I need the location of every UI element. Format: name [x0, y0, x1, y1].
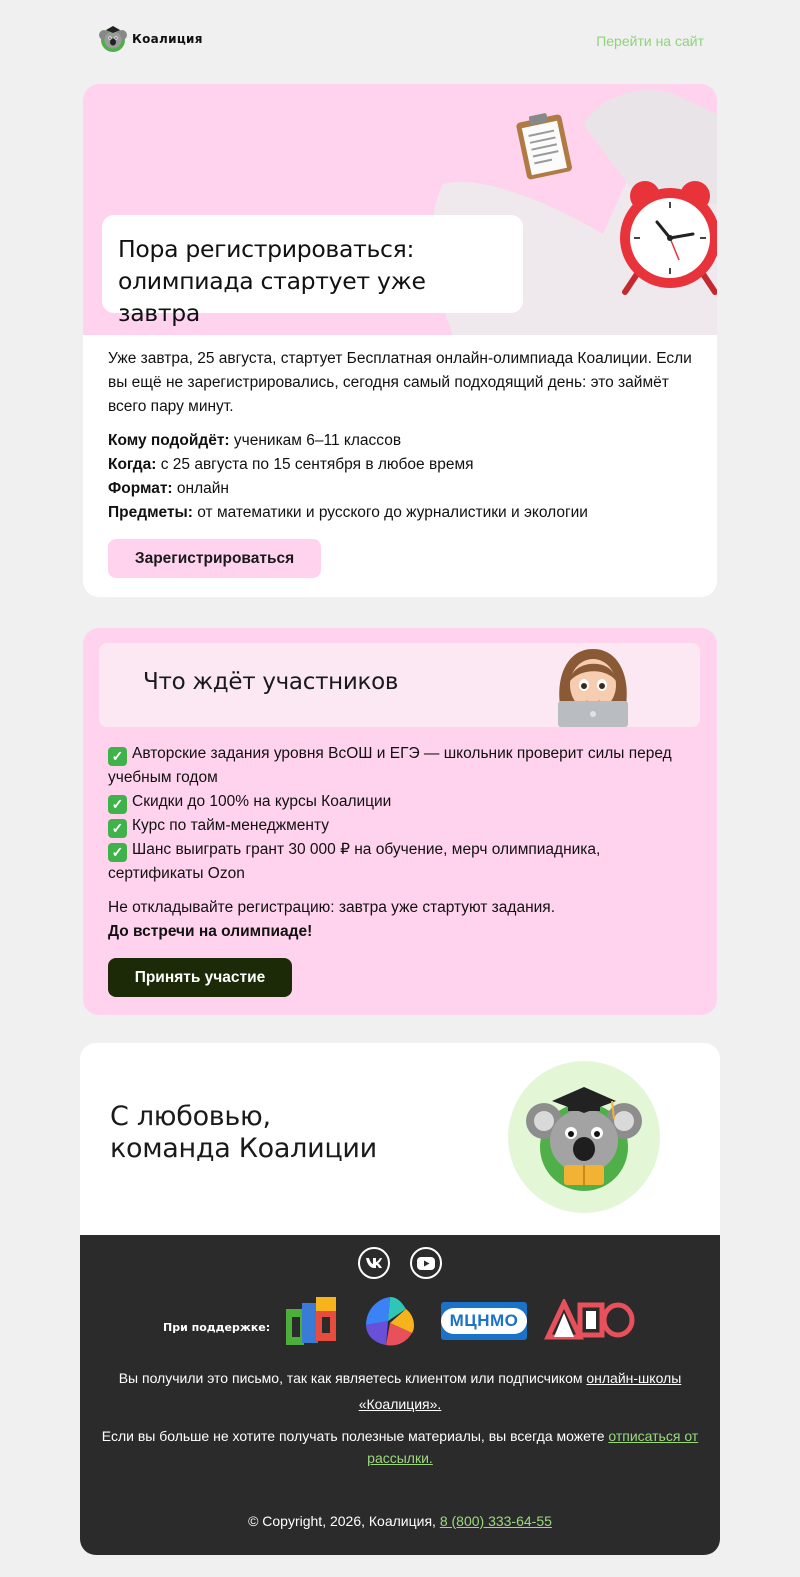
youtube-icon[interactable] [410, 1247, 442, 1279]
email-header [98, 24, 704, 58]
signoff-line1: С любовью, [110, 1101, 271, 1132]
reason-text: Вы получили это письмо, так как являетесь клиентом или подписчиком [118, 1370, 587, 1386]
koala-mascot-icon [508, 1061, 660, 1213]
checkmark-icon: ✓ [108, 819, 127, 838]
school-link[interactable]: онлайн-школы «Коалиция». [358, 1370, 682, 1412]
partner-name: МЦНМО [449, 1311, 519, 1330]
participants-card [83, 628, 717, 1015]
fact-format [108, 477, 698, 501]
signoff-title [110, 1101, 377, 1165]
participate-button[interactable]: Принять участие [108, 958, 292, 997]
email-footer [80, 1235, 720, 1555]
list-item [108, 790, 698, 814]
fact-value: ученикам 6–11 классов [229, 432, 402, 449]
reminder-text: Не откладывайте регистрацию: завтра уже стартуют задания. [108, 899, 555, 916]
alarm-clock-icon [615, 174, 717, 299]
facts-list [108, 429, 698, 525]
list-item-text: Скидки до 100% на курсы Коалиции [132, 793, 392, 810]
signoff-card [80, 1043, 720, 1235]
fact-when [108, 453, 698, 477]
go-to-site-link[interactable]: Перейти на сайт [596, 33, 704, 49]
fact-label: Когда: [108, 456, 157, 473]
participants-title: Что ждёт участников [143, 669, 399, 695]
fact-audience [108, 429, 698, 453]
social-links [358, 1247, 442, 1279]
fact-subjects [108, 501, 698, 525]
fact-label: Кому подойдёт: [108, 432, 230, 449]
list-item [108, 742, 698, 790]
register-button[interactable]: Зарегистрироваться [108, 539, 321, 578]
list-item-text: Курс по тайм-менеджменту [132, 817, 330, 834]
partner-logo-cube[interactable] [284, 1295, 340, 1349]
hero-title-line2: олимпиада стартует уже завтра [118, 267, 426, 327]
unsubscribe-text: Если вы больше не хотите получать полезные материалы, вы всегда можете [101, 1428, 609, 1444]
partner-logo-mcnmo[interactable] [441, 1302, 527, 1340]
copyright-text: © Copyright, 2026, Коалиция, [248, 1513, 440, 1529]
brand-logo[interactable] [98, 24, 203, 54]
unsubscribe-link[interactable]: отписаться от рассылки. [367, 1428, 699, 1466]
checkmark-icon: ✓ [108, 747, 127, 766]
hero-title-line1: Пора регистрироваться: [118, 235, 415, 263]
unsubscribe-note [100, 1425, 700, 1469]
olympiad-announcement-card [83, 84, 717, 597]
girl-with-laptop-icon [552, 645, 634, 727]
subscription-reason [100, 1365, 700, 1417]
hero-title [118, 233, 507, 329]
hero-title-box [102, 215, 523, 327]
fact-value: от математики и русского до журналистики и экологии [192, 504, 588, 521]
list-item-text: Авторские задания уровня ВсОШ и ЕГЭ — школьник проверит силы перед учебным годом [108, 745, 672, 786]
intro-text: Уже завтра, 25 августа, стартует Бесплатная онлайн-олимпиада Коалиции. Если вы ещё не зарегистрировались, сегодня самый подходящий день: это займёт всего пару минут. [108, 350, 692, 415]
hero-banner [83, 84, 717, 335]
benefits-list [108, 742, 698, 886]
signoff-line2: команда Коалиции [110, 1133, 377, 1164]
list-item [108, 838, 698, 886]
participants-header [99, 643, 700, 727]
partner-logo-star[interactable] [362, 1295, 418, 1349]
copyright [80, 1513, 720, 1529]
phone-link[interactable]: 8 (800) 333-64-55 [439, 1513, 552, 1529]
support-label: При поддержке: [163, 1321, 271, 1334]
clipboard-icon [513, 112, 575, 180]
closing-text: До встречи на олимпиаде! [108, 923, 313, 940]
fact-label: Формат: [108, 480, 173, 497]
announcement-body [108, 347, 698, 525]
partner-logo-dpo[interactable] [544, 1299, 636, 1341]
checkmark-icon: ✓ [108, 843, 127, 862]
fact-label: Предметы: [108, 504, 193, 521]
list-item [108, 814, 698, 838]
checkmark-icon: ✓ [108, 795, 127, 814]
fact-value: онлайн [172, 480, 229, 497]
brand-name: Коалиция [132, 32, 203, 46]
list-item-text: Шанс выиграть грант 30 000 ₽ на обучение, мерч олимпиадника, сертификаты Ozon [108, 841, 601, 882]
vk-icon[interactable] [358, 1247, 390, 1279]
koala-logo-icon [98, 24, 128, 54]
fact-value: с 25 августа по 15 сентября в любое время [156, 456, 474, 473]
participants-body [108, 742, 698, 944]
